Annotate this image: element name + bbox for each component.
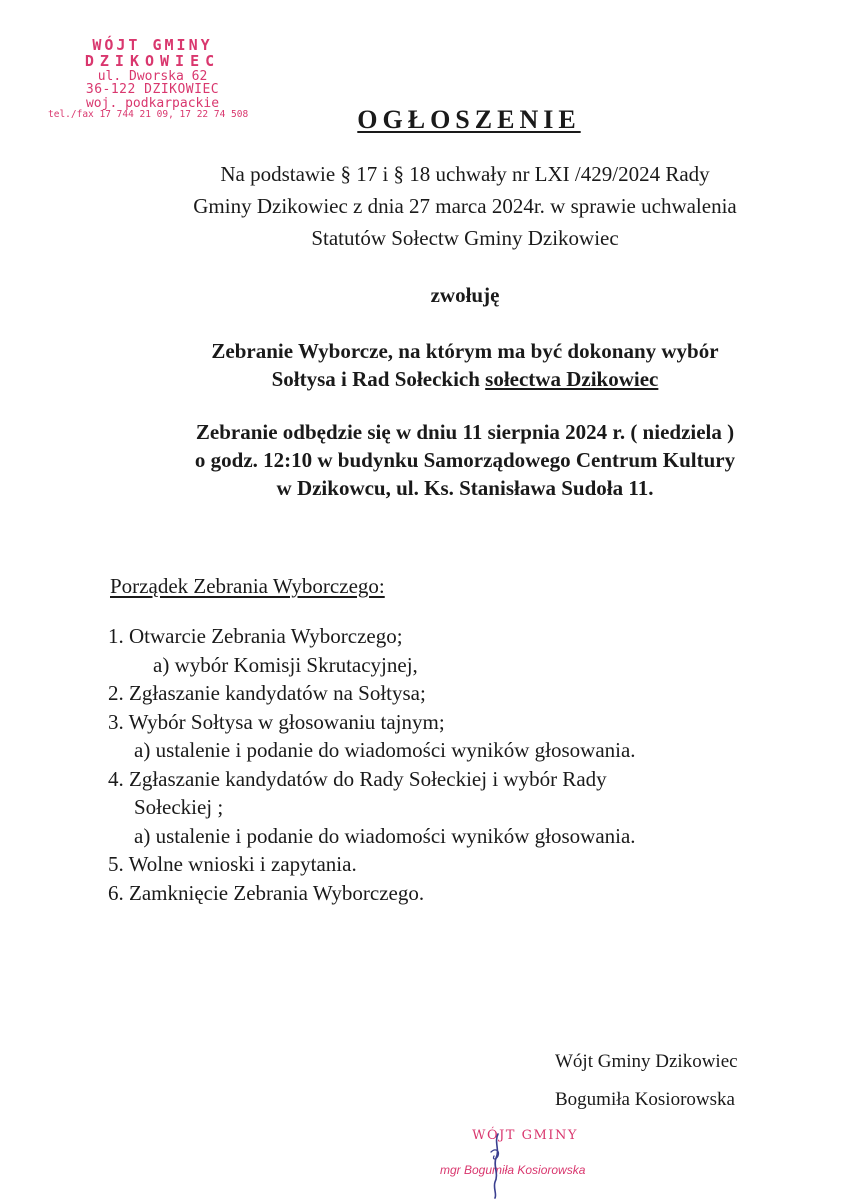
intro-line: Statutów Sołectw Gminy Dzikowiec bbox=[311, 226, 619, 250]
signature-block bbox=[555, 1043, 738, 1119]
agenda-item-continuation: Sołeckiej ; bbox=[134, 795, 224, 819]
agenda-item: 2. Zgłaszanie kandydatów na Sołtysa; bbox=[108, 681, 426, 705]
stamp-line-street: ul. Dworska 62 bbox=[97, 68, 208, 84]
agenda-item: 1. Otwarcie Zebrania Wyborczego; bbox=[108, 624, 403, 648]
meeting-date: Zebranie odbędzie się w dniu 11 sierpnia 2024 r. ( niedziela ) bbox=[195, 420, 735, 444]
signature-stamp bbox=[440, 1128, 610, 1177]
agenda-subitem: a) wybór Komisji Skrutacyjnej, bbox=[153, 652, 418, 677]
agenda-item: 3. Wybór Sołtysa w głosowaniu tajnym; bbox=[108, 709, 445, 734]
meeting-address: w Dzikowcu, ul. Ks. Stanisława Sudoła 11. bbox=[276, 476, 654, 500]
meeting-line bbox=[90, 365, 840, 393]
agenda-item: 6. Zamknięcie Zebrania Wyborczego. bbox=[108, 880, 425, 905]
agenda-item: 4. Zgłaszanie kandydatów do Rady Sołeckiej i wybór Rady bbox=[108, 766, 607, 791]
handwritten-signature bbox=[480, 1130, 510, 1200]
stamp-line-office: WÓJT GMINY bbox=[92, 36, 213, 54]
document-title: OGŁOSZENIE bbox=[357, 105, 581, 134]
convene-statement: zwołuję bbox=[430, 283, 500, 307]
signature-stamp-office: WÓJT GMINY bbox=[472, 1128, 578, 1143]
stamp-line-voivodeship: woj. podkarpackie bbox=[85, 95, 220, 111]
intro-paragraph bbox=[90, 158, 840, 254]
stamp-line-postcode: 36-122 DZIKOWIEC bbox=[85, 82, 220, 98]
agenda-subitem: a) ustalenie i podanie do wiadomości wyników głosowania. bbox=[134, 823, 636, 848]
meeting-date-location bbox=[90, 418, 840, 502]
stamp-line-phone: tel./fax 17 744 21 09, 17 22 74 508 bbox=[48, 109, 249, 121]
meeting-village: sołectwa Dzikowiec bbox=[485, 367, 659, 391]
stamp-line-municipality: DZIKOWIEC bbox=[84, 51, 221, 70]
agenda-subitem: a) ustalenie i podanie do wiadomości wyników głosowania. bbox=[134, 738, 636, 762]
meeting-time-venue: o godz. 12:10 w budynku Samorządowego Centrum Kultury bbox=[194, 448, 736, 472]
meeting-description bbox=[90, 337, 840, 393]
agenda-title: Porządek Zebrania Wyborczego: bbox=[110, 574, 385, 598]
signatory-name: Bogumiła Kosiorowska bbox=[555, 1089, 735, 1110]
intro-line: Na podstawie § 17 i § 18 uchwały nr LXI /429/2024 Rady bbox=[220, 162, 710, 186]
signature-stamp-name: mgr Bogumiła Kosiorowska bbox=[440, 1163, 586, 1177]
signatory-role: Wójt Gminy Dzikowiec bbox=[555, 1051, 738, 1072]
intro-line: Gminy Dzikowiec z dnia 27 marca 2024r. w sprawie uchwalenia bbox=[193, 194, 737, 218]
agenda-item: 5. Wolne wnioski i zapytania. bbox=[108, 852, 357, 876]
meeting-line-prefix: Sołtysa i Rad Sołeckich bbox=[271, 367, 486, 391]
agenda-list bbox=[108, 622, 808, 907]
meeting-line: Zebranie Wyborcze, na którym ma być dokonany wybór bbox=[211, 339, 719, 363]
